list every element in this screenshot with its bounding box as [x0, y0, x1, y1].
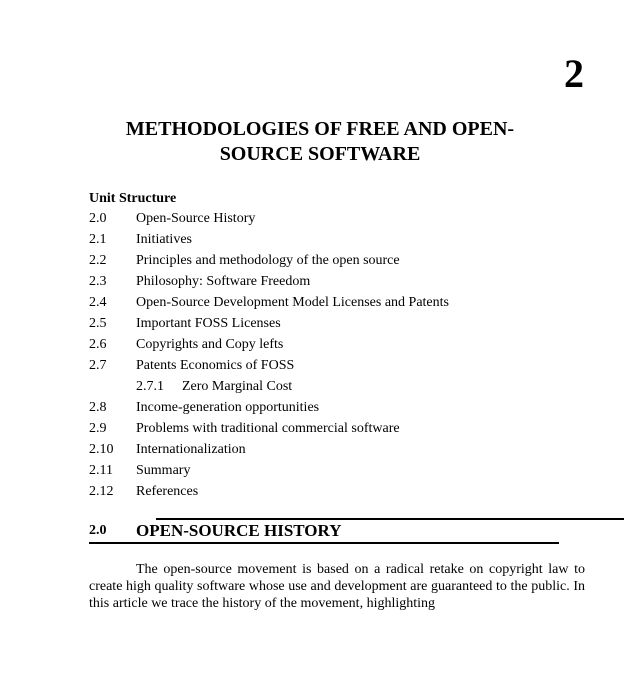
toc-item-label: Summary	[136, 463, 191, 478]
unit-structure-heading: Unit Structure	[89, 191, 177, 206]
toc-item-number: 2.4	[89, 295, 107, 310]
toc-item-number: 2.2	[89, 253, 107, 268]
toc-item-number: 2.11	[89, 463, 113, 478]
toc-item-label: Patents Economics of FOSS	[136, 358, 295, 373]
section-rule-bottom	[89, 542, 559, 544]
toc-item	[89, 418, 589, 439]
toc-item-label: Internationalization	[136, 442, 246, 457]
toc-item-label: Principles and methodology of the open source	[136, 253, 400, 268]
toc-item	[89, 250, 589, 271]
toc-item	[89, 292, 589, 313]
section-heading	[89, 520, 342, 542]
section-title: OPEN-SOURCE HISTORY	[136, 521, 342, 540]
toc-item	[89, 229, 589, 250]
toc-item-label: Problems with traditional commercial software	[136, 421, 400, 436]
toc-item	[89, 271, 589, 292]
toc-item	[89, 355, 589, 376]
toc-item	[89, 397, 589, 418]
toc-item	[89, 439, 589, 460]
toc-item-number: 2.5	[89, 316, 107, 331]
toc-item-label: Philosophy: Software Freedom	[136, 274, 311, 289]
toc-item-number: 2.7	[89, 358, 107, 373]
toc-item-label: Open-Source Development Model Licenses and Patents	[136, 295, 449, 310]
toc-item-label: Initiatives	[136, 232, 192, 247]
toc-item-number: 2.8	[89, 400, 107, 415]
toc-item-number: 2.9	[89, 421, 107, 436]
body-paragraph: The open-source movement is based on a radical retake on copyright law to create high quality software whose use and development are guaranteed to the public. In this article we trace the history of the movement, highlighting	[89, 562, 585, 611]
toc-item-number: 2.3	[89, 274, 107, 289]
toc-item-label: Zero Marginal Cost	[182, 379, 293, 394]
toc-item-label: Copyrights and Copy lefts	[136, 337, 284, 352]
toc-subitem	[89, 376, 589, 397]
toc-item	[89, 460, 589, 481]
chapter-number: 2	[564, 51, 584, 96]
toc-item-number: 2.7.1	[136, 379, 164, 394]
toc-item	[89, 481, 589, 502]
chapter-title	[0, 117, 624, 167]
toc-item-number: 2.12	[89, 484, 114, 499]
section-number: 2.0	[89, 523, 107, 538]
toc-item-number: 2.6	[89, 337, 107, 352]
toc-item-number: 2.10	[89, 442, 114, 457]
unit-structure	[89, 189, 589, 502]
toc-item	[89, 208, 589, 229]
chapter-title-line-2: SOURCE SOFTWARE	[219, 143, 421, 165]
toc-item	[89, 313, 589, 334]
toc-item-number: 2.1	[89, 232, 107, 247]
chapter-title-line-1: METHODOLOGIES OF FREE AND OPEN-	[125, 118, 515, 140]
toc-item	[89, 334, 589, 355]
toc-item-label: Open-Source History	[136, 211, 256, 226]
toc-item-label: Income-generation opportunities	[136, 400, 320, 415]
toc-item-label: References	[136, 484, 199, 499]
toc-item-number: 2.0	[89, 211, 107, 226]
toc-item-label: Important FOSS Licenses	[136, 316, 281, 331]
